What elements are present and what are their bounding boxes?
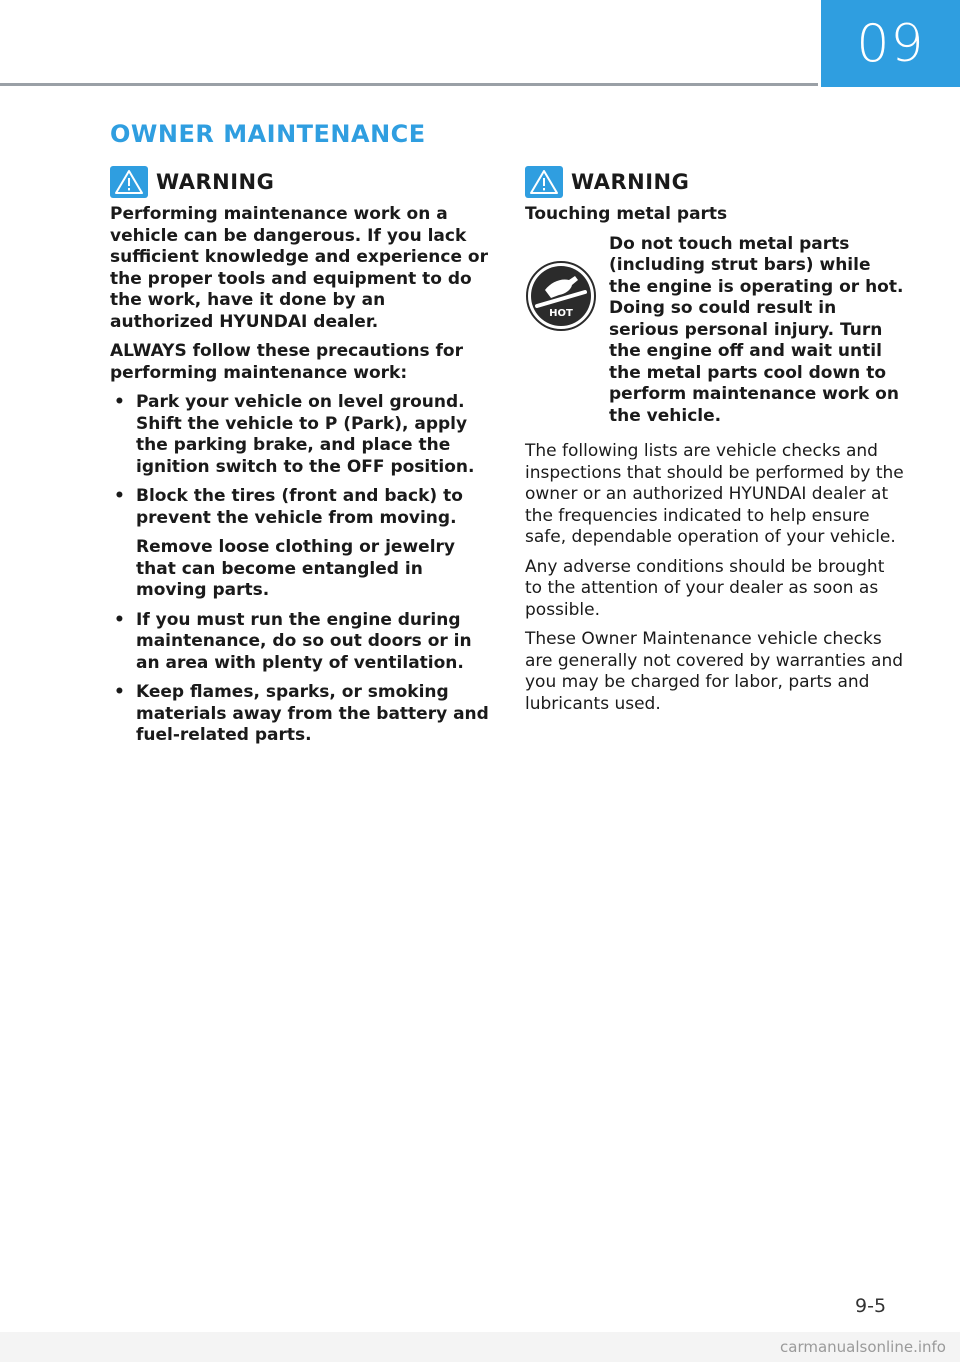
clothing-note: Remove loose clothing or jewelry that can become entangled in moving parts.	[136, 537, 455, 600]
list-item-text: Park your vehicle on level ground. Shift the vehicle to P (Park), apply the parking brake, and place the ignition switch to the OFF position.	[136, 392, 475, 477]
body-paragraph: These Owner Maintenance vehicle checks are generally not covered by warranties and you may be charged for labor, parts and lubricants used.	[525, 629, 904, 714]
warning-label: WARNING	[571, 170, 690, 194]
list-item	[110, 682, 490, 747]
list-item	[110, 486, 490, 529]
watermark: carmanualsonline.info	[780, 1338, 946, 1356]
bullet-icon: •	[114, 609, 125, 630]
right-column	[525, 166, 905, 723]
bullet-icon: •	[114, 392, 125, 412]
warning-triangle-icon	[110, 166, 148, 198]
bullet-icon: •	[114, 486, 125, 506]
bullet-icon: •	[114, 682, 125, 702]
warning-intro: Performing maintenance work on a vehicle can be dangerous. If you lack sufficient knowledge and experience or the proper tools and equipment to do the work, have it done by an authorized HYUNDAI dealer.	[110, 204, 488, 332]
list-item-text: Keep flames, sparks, or smoking materials away from the battery and fuel-related parts.	[136, 682, 489, 745]
body-paragraph: The following lists are vehicle checks and inspections that should be performed by the owner or an authorized HYUNDAI dealer at the frequencies indicated to help ensure safe, dependable operation of your vehicle.	[525, 441, 904, 547]
precautions-list-continued	[110, 610, 490, 747]
hot-warning	[525, 234, 905, 428]
warning-subtitle: Touching metal parts	[525, 204, 728, 224]
chapter-tab: 09	[821, 0, 960, 87]
warning-label: WARNING	[156, 170, 275, 194]
list-item	[110, 392, 490, 478]
left-column	[110, 166, 490, 755]
warning-triangle-icon	[525, 166, 563, 198]
warning-header	[525, 166, 905, 198]
body-paragraph: Any adverse conditions should be brought to the attention of your dealer as soon as possible.	[525, 556, 885, 620]
precautions-list	[110, 392, 490, 529]
warning-header	[110, 166, 490, 198]
section-title: OWNER MAINTENANCE	[110, 120, 426, 148]
header-rule	[0, 83, 818, 86]
list-item	[110, 610, 490, 675]
hot-warning-text: Do not touch metal parts (including strut bars) while the engine is operating or hot. Doing so could result in serious personal injury. Turn the engine off and wait until the metal parts cool down to perform maintenance work on the vehicle.	[609, 233, 904, 426]
hot-label: HOT	[549, 307, 573, 319]
list-item-text: If you must run the engine during maintenance, do so out doors or in an area with plenty of ventilation.	[136, 609, 472, 673]
hot-surface-icon	[525, 260, 597, 332]
page-number: 9-5	[855, 1295, 887, 1317]
list-item-text: Block the tires (front and back) to prevent the vehicle from moving.	[136, 486, 463, 528]
precautions-lead: ALWAYS follow these precautions for performing maintenance work:	[110, 341, 463, 383]
